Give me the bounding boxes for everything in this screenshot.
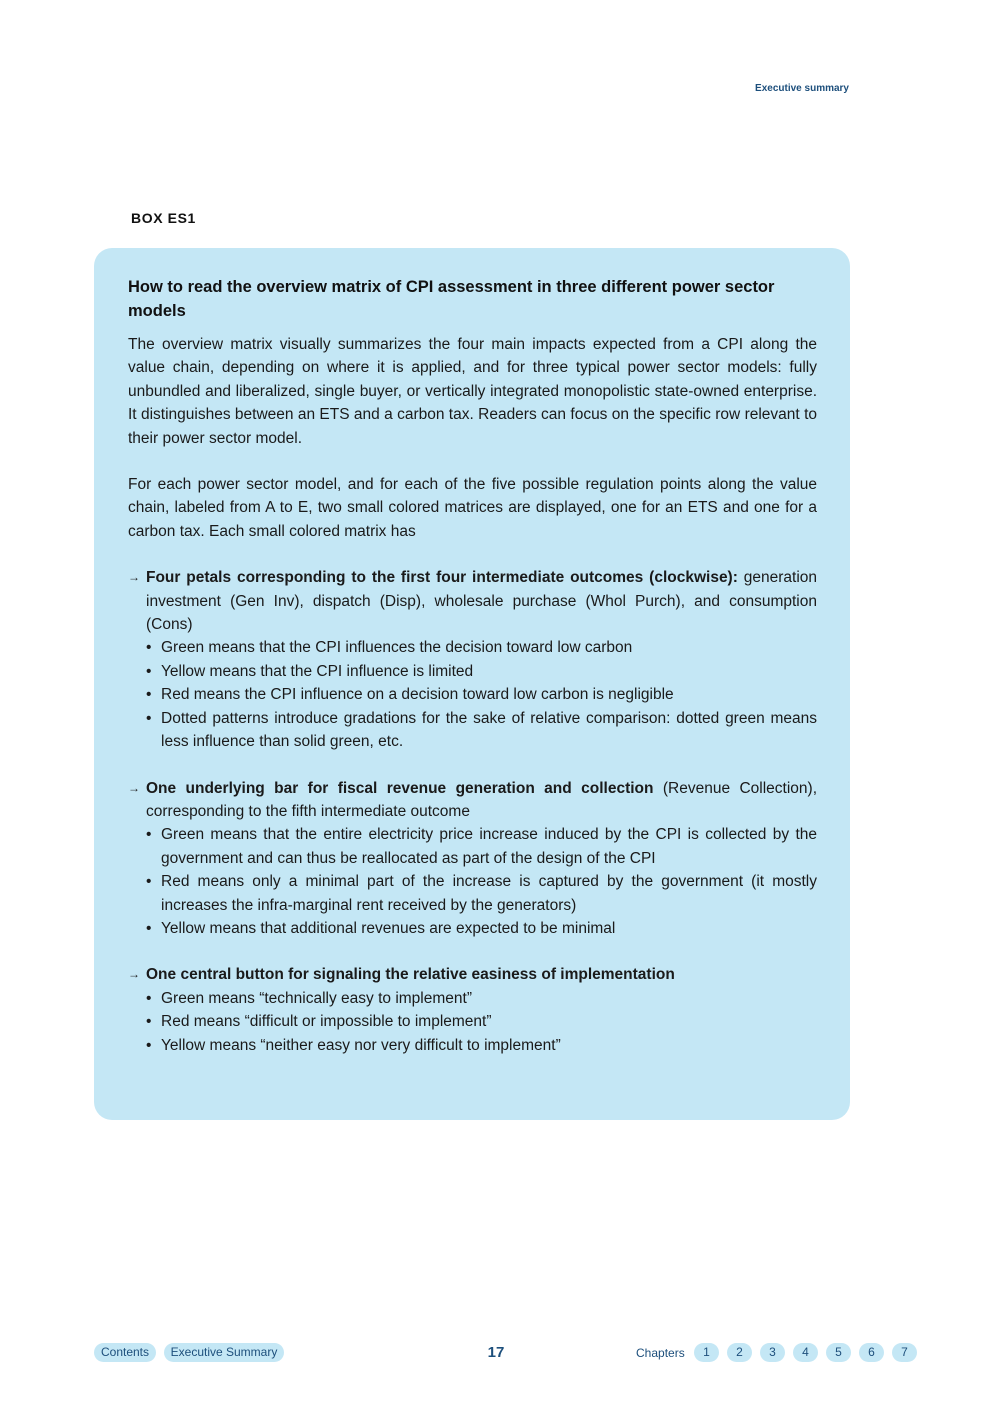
bullet-icon: • (146, 873, 152, 891)
contents-link[interactable]: Contents (94, 1343, 156, 1362)
bullet-list (128, 823, 817, 940)
arrow-icon: → (128, 780, 140, 795)
section-heading (128, 566, 817, 636)
section-implementation (128, 963, 817, 1057)
list-item-text: Red means “difficult or impossible to implement” (161, 1013, 492, 1031)
list-item (146, 660, 817, 683)
list-item-text: Green means “technically easy to implement” (161, 989, 472, 1007)
list-item (146, 870, 817, 917)
list-item (146, 636, 817, 659)
section-heading-text: (Revenue Collection), corresponding to the fifth intermediate outcome (146, 779, 817, 820)
section-heading (128, 777, 817, 824)
section-heading-bold: One central button for signaling the relative easiness of implementation (146, 966, 675, 984)
list-item (146, 683, 817, 706)
list-item-text: Red means only a minimal part of the increase is captured by the government (it mostly increases the infra-marginal rent received by the generators) (161, 873, 817, 914)
chapter-link-4[interactable]: 4 (793, 1343, 818, 1362)
list-item-text: Dotted patterns introduce gradations for the sake of relative comparison: dotted green means less influence than solid green, etc. (161, 709, 817, 751)
arrow-icon: → (128, 570, 140, 585)
list-item (146, 1034, 817, 1057)
box-title: How to read the overview matrix of CPI assessment in three different power sector models (128, 278, 775, 320)
chapter-link-3[interactable]: 3 (760, 1343, 785, 1362)
section-petals (128, 566, 817, 753)
arrow-icon: → (128, 967, 140, 982)
chapter-link-6[interactable]: 6 (859, 1343, 884, 1362)
section-heading-bold: Four petals corresponding to the first four intermediate outcomes (clockwise): (146, 569, 738, 587)
list-item (146, 707, 817, 754)
chapter-link-1[interactable]: 1 (694, 1343, 719, 1362)
bullet-icon: • (146, 686, 152, 704)
list-item-text: Red means the CPI influence on a decision toward low carbon is negligible (161, 686, 674, 704)
intro-paragraph: The overview matrix visually summarizes the four main impacts expected from a CPI along the value chain, depending on where it is applied, and for three typical power sector models: fully unbundled and liberalized, single buyer, or vertically integrated monopolistic state-owned enterprise. It distinguishes between an ETS and a carbon tax. Readers can focus on the specific row relevant to their power sector model. (128, 336, 817, 447)
list-item (146, 917, 817, 940)
bullet-icon: • (146, 989, 152, 1007)
section-heading-text: generation investment (Gen Inv), dispatch (Disp), wholesale purchase (Whol Purch), and consumption (Cons) (146, 569, 818, 634)
bullet-list (128, 636, 817, 753)
box-label: BOX ES1 (131, 210, 196, 226)
section-heading-bold: One underlying bar for fiscal revenue generation and collection (146, 779, 654, 797)
bullet-icon: • (146, 826, 152, 844)
list-item-text: Yellow means “neither easy nor very difficult to implement” (161, 1036, 561, 1054)
list-item (146, 1010, 817, 1033)
section-link[interactable]: Executive Summary (164, 1343, 284, 1362)
list-item-text: Yellow means that additional revenues are expected to be minimal (161, 919, 616, 937)
list-item (146, 823, 817, 870)
bullet-icon: • (146, 639, 152, 657)
intro-paragraph: For each power sector model, and for each of the five possible regulation points along the value chain, labeled from A to E, two small colored matrices are displayed, one for an ETS and one for a carbon tax. Each small colored matrix has (128, 476, 817, 540)
chapter-link-2[interactable]: 2 (727, 1343, 752, 1362)
bullet-icon: • (146, 919, 152, 937)
section-heading (128, 963, 817, 986)
chapter-link-7[interactable]: 7 (892, 1343, 917, 1362)
bullet-icon: • (146, 662, 152, 680)
bullet-icon: • (146, 1036, 152, 1054)
list-item-text: Green means that the entire electricity price increase induced by the CPI is collected by the government and can thus be reallocated as part of the design of the CPI (161, 826, 817, 867)
chapter-link-5[interactable]: 5 (826, 1343, 851, 1362)
bullet-icon: • (146, 1013, 152, 1031)
page-number: 17 (487, 1344, 505, 1361)
footer-nav (0, 1343, 992, 1365)
info-box (94, 248, 850, 1120)
list-item-text: Green means that the CPI influences the decision toward low carbon (161, 639, 633, 657)
bullet-icon: • (146, 709, 152, 727)
list-item-text: Yellow means that the CPI influence is limited (161, 662, 474, 680)
list-item (146, 987, 817, 1010)
bullet-list (128, 987, 817, 1057)
section-revenue (128, 777, 817, 941)
running-header: Executive summary (755, 83, 849, 94)
chapters-label: Chapters (636, 1346, 685, 1360)
